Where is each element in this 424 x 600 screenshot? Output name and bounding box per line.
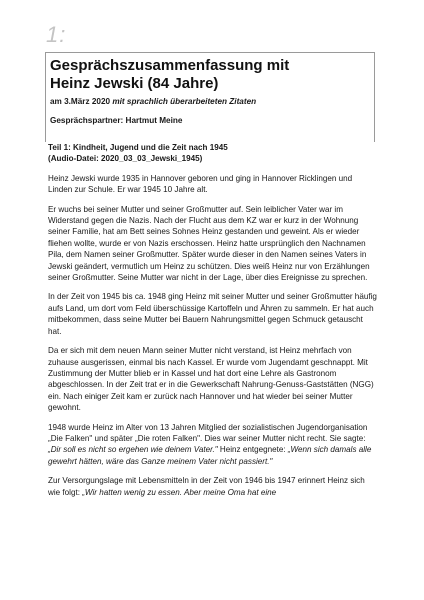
paragraph-6-text: Zur Versorgungslage mit Lebensmitteln in der Zeit von 1946 bis 1947 erinnert Heinz sich wie folgt: (48, 476, 365, 497)
paragraph-5-quote-2: „Wenn sich damals alle gewehrt hätten, wäre das Ganze meinem Vater nicht passiert." (48, 445, 372, 466)
paragraph-2: Er wuchs bei seiner Mutter und seiner Großmutter auf. Sein leiblicher Vater war im Widerstand gegen die Nazis. Nach der Flucht aus dem KZ war er kurz in der Wohnung seiner Familie, hat am Bett seines Sohnes Heinz gestanden und geweint. Als er wieder fliehen wollte, wurde er von Nazis erschossen. Heinz hatte ursprünglich den Nachnamen Pila, dem Namen seiner Großmutter. Später wurde dieser in den Namen seines Vaters in Jewski geändert, vermutlich um Heinz zu schützen. Dies weiß Heinz nur von Erzählungen seiner Großmutter. Seine Mutter war nicht in der Lage, über dies Ereignisse zu sprechen. (48, 204, 370, 283)
paragraph-1: Heinz Jewski wurde 1935 in Hannover geboren und ging in Hannover Ricklingen und Linden zur Schule. Er war 1945 10 Jahre alt. (48, 173, 353, 195)
section-title (48, 142, 378, 165)
paragraph-3: In der Zeit von 1945 bis ca. 1948 ging Heinz mit seiner Mutter und seiner Großmutter häufig aufs Land, um dort vom Feld überschüssige Kartoffeln und Ähren zu sammeln. Er hat auch mitbekommen, dass seine Mutter bei Bauern Nahrungsmittel gegen Schmuck getauscht hat. (48, 292, 377, 336)
conversation-partner: Gesprächspartner: Hartmut Meine (50, 116, 183, 125)
paragraph-6 (48, 475, 378, 498)
title-line-1: Gesprächszusammenfassung mit (50, 57, 290, 74)
document-title (50, 57, 374, 93)
paragraph-5-mid: Heinz entgegnete: (217, 445, 288, 455)
paragraph-6-quote: „Wir hatten wenig zu essen. Aber meine Oma hat eine (82, 487, 277, 497)
date-suffix: mit sprachlich überarbeiteten Zitaten (112, 97, 257, 106)
page-number: 1: (46, 22, 67, 47)
paragraph-4: Da er sich mit dem neuen Mann seiner Mutter nicht verstand, ist Heinz mehrfach von zuhause ausgerissen, einmal bis nach Kassel. Er wurde vom Jugendamt geschnappt. Mit Zustimmung der Mutter blieb er in Kassel und hat dort eine Lehre als Gastronom abgeschlossen. In der Zeit trat er in die Gewerkschaft Nahrung-Genuss-Gaststätten (NGG) ein. Nach einiger Zeit kam er zurück nach Hannover und hat wieder bei seiner Mutter gewohnt. (48, 346, 374, 413)
paragraph-5-quote-1: „Dir soll es nicht so ergehen wie deinem Vater." (48, 445, 218, 455)
document-body (48, 142, 378, 506)
date-prefix: am 3.März 2020 (50, 97, 113, 106)
paragraph-5-text: 1948 wurde Heinz im Alter von 13 Jahren Mitglied der sozialistischen Jugendorganisation „Die Falken" und später „Die roten Falken". Dies war seiner Mutter nicht recht. Sie sagte: (48, 422, 368, 443)
date-line (50, 96, 374, 107)
paragraph-5 (48, 422, 378, 468)
section-title-line-2: (Audio-Datei: 2020_03_03_Jewski_1945) (48, 154, 203, 164)
header-box (45, 52, 375, 142)
title-line-2: Heinz Jewski (84 Jahre) (50, 75, 219, 92)
section-title-line-1: Teil 1: Kindheit, Jugend und die Zeit nach 1945 (48, 143, 228, 152)
